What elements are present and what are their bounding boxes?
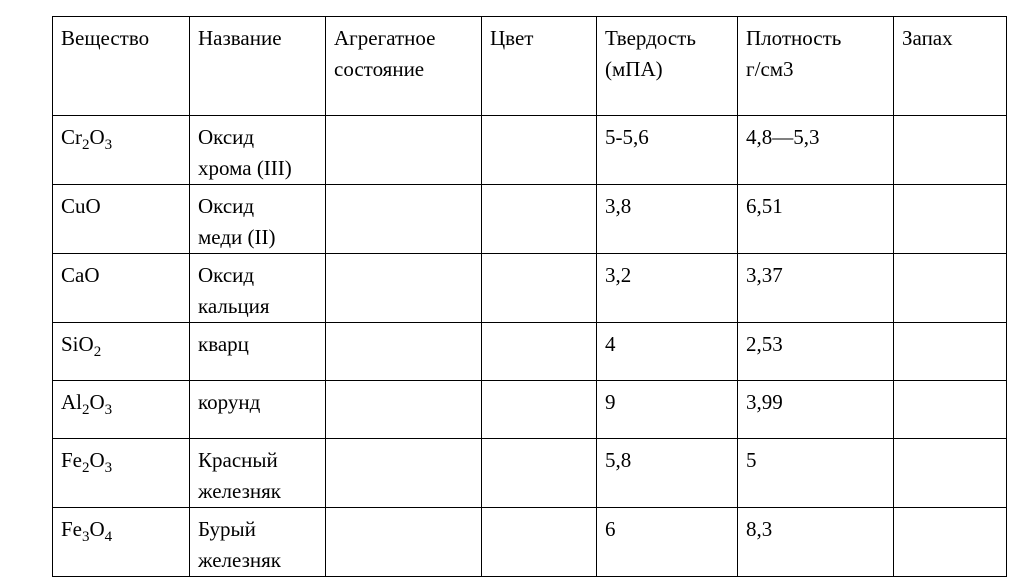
cell-state (326, 185, 482, 254)
formula-element: O (89, 125, 105, 149)
cell-state (326, 323, 482, 381)
name-line-2: железняк (198, 479, 282, 503)
formula-subscript: 3 (104, 402, 113, 418)
cell-state (326, 439, 482, 508)
cell-color (482, 381, 597, 439)
name-line-1: Красный (198, 448, 278, 472)
cell-hardness (597, 185, 738, 254)
cell-color (482, 508, 597, 577)
header-smell-label: Запах (902, 26, 953, 50)
cell-formula (53, 254, 190, 323)
formula-element: CaO (61, 263, 100, 287)
cell-smell (894, 185, 1007, 254)
cell-hardness-value: 3,8 (605, 194, 632, 218)
cell-formula (53, 439, 190, 508)
header-smell (894, 17, 1007, 116)
cell-color (482, 185, 597, 254)
cell-smell (894, 116, 1007, 185)
header-hardness-label-1: Твердость (605, 26, 696, 50)
cell-hardness-value: 5-5,6 (605, 125, 649, 149)
name-line-1: Бурый (198, 517, 256, 541)
cell-name (190, 508, 326, 577)
cell-smell (894, 381, 1007, 439)
cell-name (190, 185, 326, 254)
cell-density (738, 116, 894, 185)
cell-density-value: 2,53 (746, 332, 783, 356)
header-state-label-1: Агрегатное (334, 26, 436, 50)
cell-smell (894, 508, 1007, 577)
cell-name (190, 254, 326, 323)
cell-hardness (597, 254, 738, 323)
name-line-2: меди (II) (198, 225, 276, 249)
formula-subscript: 2 (82, 137, 90, 153)
name-line-1: Оксид (198, 194, 255, 218)
header-density (738, 17, 894, 116)
table-row (53, 439, 1007, 508)
cell-state (326, 381, 482, 439)
table-row (53, 323, 1007, 381)
cell-hardness (597, 381, 738, 439)
cell-smell (894, 323, 1007, 381)
cell-hardness (597, 508, 738, 577)
header-hardness (597, 17, 738, 116)
header-state-label-2: состояние (334, 57, 425, 81)
cell-hardness (597, 439, 738, 508)
cell-hardness-value: 5,8 (605, 448, 632, 472)
header-state (326, 17, 482, 116)
formula-element: Al (61, 390, 82, 414)
header-substance-label: Вещество (61, 26, 150, 50)
formula-element: Cr (61, 125, 82, 149)
formula-subscript: 2 (93, 344, 102, 360)
name-line-1: Оксид (198, 125, 255, 149)
cell-density (738, 185, 894, 254)
cell-hardness (597, 116, 738, 185)
cell-formula (53, 381, 190, 439)
header-color (482, 17, 597, 116)
table-body (53, 116, 1007, 577)
cell-density (738, 439, 894, 508)
cell-color (482, 439, 597, 508)
cell-name (190, 381, 326, 439)
header-density-label-1: Плотность (746, 26, 842, 50)
formula-subscript: 2 (82, 402, 90, 418)
formula-element: O (89, 448, 105, 472)
table-row (53, 508, 1007, 577)
cell-name (190, 116, 326, 185)
name-line-2: кальция (198, 294, 270, 318)
cell-formula (53, 323, 190, 381)
formula-subscript: 3 (104, 460, 113, 476)
cell-density (738, 254, 894, 323)
cell-color (482, 116, 597, 185)
cell-color (482, 323, 597, 381)
formula-subscript: 4 (104, 529, 113, 545)
cell-density-value: 4,8—5,3 (746, 125, 820, 149)
formula-element: Fe (61, 517, 82, 541)
name-line-2: железняк (198, 548, 282, 572)
header-substance (53, 17, 190, 116)
formula-element: SiO (61, 332, 94, 356)
cell-hardness (597, 323, 738, 381)
table-row (53, 116, 1007, 185)
table-row (53, 381, 1007, 439)
cell-density (738, 381, 894, 439)
formula-subscript: 2 (82, 460, 90, 476)
cell-density-value: 5 (746, 448, 757, 472)
name-line-1: корунд (198, 390, 261, 414)
formula-element: O (89, 390, 105, 414)
formula-element: O (89, 517, 105, 541)
cell-density-value: 8,3 (746, 517, 773, 541)
cell-formula (53, 116, 190, 185)
cell-name (190, 323, 326, 381)
header-color-label: Цвет (490, 26, 534, 50)
cell-density-value: 6,51 (746, 194, 783, 218)
cell-smell (894, 254, 1007, 323)
cell-formula (53, 508, 190, 577)
cell-density-value: 3,99 (746, 390, 783, 414)
formula-element: Fe (61, 448, 82, 472)
cell-density-value: 3,37 (746, 263, 783, 287)
header-hardness-label-2: (мПА) (605, 57, 663, 81)
cell-smell (894, 439, 1007, 508)
cell-hardness-value: 6 (605, 517, 616, 541)
cell-state (326, 116, 482, 185)
cell-color (482, 254, 597, 323)
header-row (53, 17, 1007, 116)
name-line-2: хрома (III) (198, 156, 292, 180)
name-line-1: кварц (198, 332, 249, 356)
cell-formula (53, 185, 190, 254)
header-name (190, 17, 326, 116)
table-row (53, 254, 1007, 323)
cell-name (190, 439, 326, 508)
header-density-label-2: г/см3 (746, 57, 794, 81)
formula-subscript: 3 (82, 529, 90, 545)
cell-hardness-value: 4 (605, 332, 616, 356)
formula-subscript: 3 (104, 137, 113, 153)
cell-state (326, 254, 482, 323)
cell-density (738, 508, 894, 577)
cell-hardness-value: 9 (605, 390, 616, 414)
formula-element: CuO (61, 194, 101, 218)
table-row (53, 185, 1007, 254)
oxides-table (52, 16, 1007, 577)
cell-state (326, 508, 482, 577)
cell-density (738, 323, 894, 381)
header-name-label: Название (198, 26, 282, 50)
cell-hardness-value: 3,2 (605, 263, 632, 287)
name-line-1: Оксид (198, 263, 255, 287)
